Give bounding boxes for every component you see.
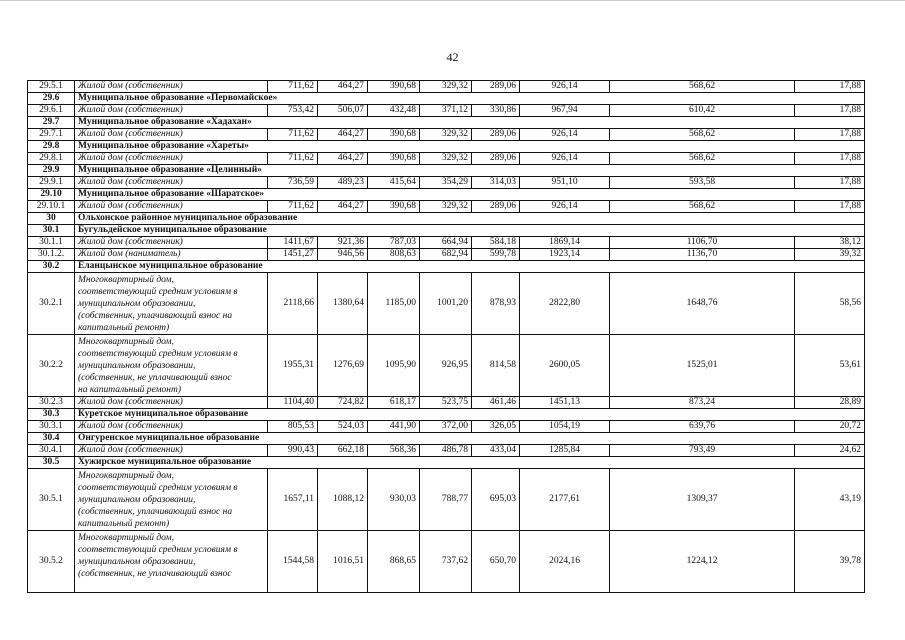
section-row — [28, 141, 865, 153]
row-description — [75, 335, 268, 397]
value-cell: 2822,80 — [520, 273, 610, 335]
section-code: 30 — [28, 213, 75, 225]
table-row — [28, 237, 865, 249]
value-cell: 967,94 — [520, 105, 610, 117]
row-code: 29.6.1 — [28, 105, 75, 117]
row-code: 29.5.1 — [28, 81, 75, 93]
value-cell: 464,27 — [318, 153, 368, 165]
value-cell: 415,64 — [368, 177, 420, 189]
section-code: 29.10 — [28, 189, 75, 201]
description-line: на капитальный ремонт) — [78, 385, 182, 395]
row-description — [75, 273, 268, 335]
description-line: (собственник, уплачивающий взнос на — [78, 311, 233, 321]
section-code: 29.9 — [28, 165, 75, 177]
value-cell: 568,62 — [610, 81, 795, 93]
value-cell: 1104,40 — [268, 397, 318, 409]
table-row — [28, 201, 865, 213]
row-description: Жилой дом (собственник) — [75, 397, 268, 409]
description-line: соответствующий средним условиям в — [78, 483, 238, 493]
value-cell: 593,58 — [610, 177, 795, 189]
value-cell: 39,78 — [795, 531, 865, 593]
section-row — [28, 433, 865, 445]
section-title: Муниципальное образование «Первомайское» — [75, 93, 865, 105]
value-cell: 1648,76 — [610, 273, 795, 335]
value-cell: 314,03 — [472, 177, 520, 189]
value-cell: 326,05 — [472, 421, 520, 433]
section-title: Муниципальное образование «Шаратское» — [75, 189, 865, 201]
section-code: 30.1 — [28, 225, 75, 237]
value-cell: 330,86 — [472, 105, 520, 117]
value-cell: 461,46 — [472, 397, 520, 409]
section-row — [28, 93, 865, 105]
section-row — [28, 225, 865, 237]
value-cell: 1657,11 — [268, 469, 318, 531]
value-cell: 289,06 — [472, 81, 520, 93]
value-cell: 788,77 — [420, 469, 472, 531]
value-cell: 921,36 — [318, 237, 368, 249]
value-cell: 464,27 — [318, 81, 368, 93]
value-cell: 878,93 — [472, 273, 520, 335]
row-description: Жилой дом (собственник) — [75, 81, 268, 93]
value-cell: 873,24 — [610, 397, 795, 409]
description-line: капитальный ремонт) — [78, 323, 170, 333]
description-line: соответствующий средним условиям в — [78, 349, 238, 359]
tariff-table — [27, 80, 865, 593]
value-cell: 506,07 — [318, 105, 368, 117]
value-cell: 372,00 — [420, 421, 472, 433]
value-cell: 1001,20 — [420, 273, 472, 335]
row-code: 29.10.1 — [28, 201, 75, 213]
row-description: Жилой дом (собственник) — [75, 237, 268, 249]
value-cell: 1285,84 — [520, 445, 610, 457]
row-code: 30.1.2. — [28, 249, 75, 261]
value-cell: 1380,64 — [318, 273, 368, 335]
value-cell: 568,62 — [610, 129, 795, 141]
section-code: 30.5 — [28, 457, 75, 469]
value-cell: 724,82 — [318, 397, 368, 409]
value-cell: 329,32 — [420, 81, 472, 93]
value-cell: 329,32 — [420, 201, 472, 213]
table-row — [28, 81, 865, 93]
value-cell: 664,94 — [420, 237, 472, 249]
value-cell: 17,88 — [795, 81, 865, 93]
value-cell: 524,03 — [318, 421, 368, 433]
table-row — [28, 335, 865, 397]
section-title: Муниципальное образование «Хареты» — [75, 141, 865, 153]
value-cell: 946,56 — [318, 249, 368, 261]
value-cell: 1224,12 — [610, 531, 795, 593]
section-title: Ольхонское районное муниципальное образование — [75, 213, 865, 225]
value-cell: 1054,19 — [520, 421, 610, 433]
section-row — [28, 165, 865, 177]
value-cell: 926,14 — [520, 153, 610, 165]
section-title: Муниципальное образование «Целинный» — [75, 165, 865, 177]
value-cell: 990,43 — [268, 445, 318, 457]
value-cell: 711,62 — [268, 153, 318, 165]
row-description — [75, 469, 268, 531]
section-row — [28, 213, 865, 225]
value-cell: 464,27 — [318, 201, 368, 213]
description-line: соответствующий средним условиям в — [78, 545, 238, 555]
row-code: 29.7.1 — [28, 129, 75, 141]
value-cell: 793,49 — [610, 445, 795, 457]
value-cell: 329,32 — [420, 153, 472, 165]
value-cell: 289,06 — [472, 153, 520, 165]
value-cell: 289,06 — [472, 201, 520, 213]
section-row — [28, 457, 865, 469]
section-title: Онгуренское муниципальное образование — [75, 433, 865, 445]
value-cell: 808,63 — [368, 249, 420, 261]
row-code: 30.2.2 — [28, 335, 75, 397]
description-line: Многоквартирный дом, — [78, 337, 174, 347]
value-cell: 2177,61 — [520, 469, 610, 531]
top-rule — [0, 0, 905, 1]
value-cell: 618,17 — [368, 397, 420, 409]
table-row — [28, 273, 865, 335]
row-code: 29.8.1 — [28, 153, 75, 165]
value-cell: 639,76 — [610, 421, 795, 433]
description-line: (собственник, уплачивающий взнос на — [78, 507, 233, 517]
table-row — [28, 105, 865, 117]
row-description: Жилой дом (собственник) — [75, 421, 268, 433]
row-description: Жилой дом (собственник) — [75, 201, 268, 213]
value-cell: 930,03 — [368, 469, 420, 531]
value-cell: 20,72 — [795, 421, 865, 433]
value-cell: 926,95 — [420, 335, 472, 397]
value-cell: 17,88 — [795, 177, 865, 189]
value-cell: 805,53 — [268, 421, 318, 433]
value-cell: 1869,14 — [520, 237, 610, 249]
value-cell: 1185,00 — [368, 273, 420, 335]
section-title: Хужирское муниципальное образование — [75, 457, 865, 469]
section-row — [28, 261, 865, 273]
value-cell: 24,62 — [795, 445, 865, 457]
value-cell: 390,68 — [368, 81, 420, 93]
value-cell: 1451,27 — [268, 249, 318, 261]
table-row — [28, 249, 865, 261]
value-cell: 17,88 — [795, 201, 865, 213]
table-row — [28, 129, 865, 141]
value-cell: 1276,69 — [318, 335, 368, 397]
table-body — [28, 81, 865, 593]
value-cell: 1544,58 — [268, 531, 318, 593]
value-cell: 2118,66 — [268, 273, 318, 335]
section-code: 30.2 — [28, 261, 75, 273]
row-code: 30.2.3 — [28, 397, 75, 409]
description-line: муниципальном образовании, — [78, 557, 196, 567]
description-line: Многоквартирный дом, — [78, 275, 174, 285]
description-line: муниципальном образовании, — [78, 299, 196, 309]
value-cell: 711,62 — [268, 201, 318, 213]
row-code: 30.5.2 — [28, 531, 75, 593]
table-row — [28, 421, 865, 433]
value-cell: 951,10 — [520, 177, 610, 189]
section-row — [28, 117, 865, 129]
table-row — [28, 177, 865, 189]
row-description: Жилой дом (собственник) — [75, 129, 268, 141]
value-cell: 568,62 — [610, 201, 795, 213]
section-title: Бугульдейское муниципальное образование — [75, 225, 865, 237]
value-cell: 1095,90 — [368, 335, 420, 397]
value-cell: 711,62 — [268, 129, 318, 141]
row-code: 29.9.1 — [28, 177, 75, 189]
row-description: Жилой дом (собственник) — [75, 105, 268, 117]
value-cell: 28,89 — [795, 397, 865, 409]
value-cell: 926,14 — [520, 201, 610, 213]
value-cell: 354,29 — [420, 177, 472, 189]
value-cell: 441,90 — [368, 421, 420, 433]
section-code: 29.8 — [28, 141, 75, 153]
value-cell: 1136,70 — [610, 249, 795, 261]
description-line: муниципальном образовании, — [78, 361, 196, 371]
value-cell: 1525,01 — [610, 335, 795, 397]
table-row — [28, 445, 865, 457]
row-description — [75, 531, 268, 593]
value-cell: 390,68 — [368, 129, 420, 141]
value-cell: 2024,16 — [520, 531, 610, 593]
row-code: 30.1.1 — [28, 237, 75, 249]
section-code: 30.3 — [28, 409, 75, 421]
value-cell: 868,65 — [368, 531, 420, 593]
value-cell: 568,62 — [610, 153, 795, 165]
description-line: Многоквартирный дом, — [78, 533, 174, 543]
table-row — [28, 531, 865, 593]
value-cell: 1955,31 — [268, 335, 318, 397]
value-cell: 1451,13 — [520, 397, 610, 409]
value-cell: 584,18 — [472, 237, 520, 249]
value-cell: 1923,14 — [520, 249, 610, 261]
description-line: (собственник, не уплачивающий взнос — [78, 569, 232, 579]
value-cell: 926,14 — [520, 81, 610, 93]
section-row — [28, 409, 865, 421]
row-code: 30.2.1 — [28, 273, 75, 335]
value-cell: 568,36 — [368, 445, 420, 457]
description-line: Многоквартирный дом, — [78, 471, 174, 481]
value-cell: 711,62 — [268, 81, 318, 93]
value-cell: 43,19 — [795, 469, 865, 531]
value-cell: 58,56 — [795, 273, 865, 335]
value-cell: 2600,05 — [520, 335, 610, 397]
value-cell: 1106,70 — [610, 237, 795, 249]
row-description: Жилой дом (собственник) — [75, 153, 268, 165]
value-cell: 39,32 — [795, 249, 865, 261]
value-cell: 53,61 — [795, 335, 865, 397]
value-cell: 926,14 — [520, 129, 610, 141]
value-cell: 38,12 — [795, 237, 865, 249]
value-cell: 737,62 — [420, 531, 472, 593]
value-cell: 433,04 — [472, 445, 520, 457]
value-cell: 736,59 — [268, 177, 318, 189]
table-row — [28, 469, 865, 531]
value-cell: 610,42 — [610, 105, 795, 117]
value-cell: 371,12 — [420, 105, 472, 117]
value-cell: 1309,37 — [610, 469, 795, 531]
value-cell: 787,03 — [368, 237, 420, 249]
row-description: Жилой дом (собственник) — [75, 177, 268, 189]
value-cell: 695,03 — [472, 469, 520, 531]
description-line: (собственник, не уплачивающий взнос — [78, 373, 232, 383]
value-cell: 1088,12 — [318, 469, 368, 531]
table-row — [28, 153, 865, 165]
value-cell: 289,06 — [472, 129, 520, 141]
row-code: 30.3.1 — [28, 421, 75, 433]
description-line: капитальный ремонт) — [78, 519, 170, 529]
value-cell: 753,42 — [268, 105, 318, 117]
value-cell: 432,48 — [368, 105, 420, 117]
value-cell: 486,78 — [420, 445, 472, 457]
value-cell: 814,58 — [472, 335, 520, 397]
value-cell: 662,18 — [318, 445, 368, 457]
value-cell: 390,68 — [368, 153, 420, 165]
value-cell: 1016,51 — [318, 531, 368, 593]
row-description: Жилой дом (наниматель) — [75, 249, 268, 261]
section-title: Куретское муниципальное образование — [75, 409, 865, 421]
row-code: 30.5.1 — [28, 469, 75, 531]
value-cell: 390,68 — [368, 201, 420, 213]
section-code: 30.4 — [28, 433, 75, 445]
value-cell: 17,88 — [795, 105, 865, 117]
value-cell: 599,78 — [472, 249, 520, 261]
value-cell: 523,75 — [420, 397, 472, 409]
value-cell: 17,88 — [795, 153, 865, 165]
section-title: Муниципальное образование «Хадахан» — [75, 117, 865, 129]
section-code: 29.6 — [28, 93, 75, 105]
value-cell: 464,27 — [318, 129, 368, 141]
value-cell: 650,70 — [472, 531, 520, 593]
section-code: 29.7 — [28, 117, 75, 129]
description-line: соответствующий средним условиям в — [78, 287, 238, 297]
value-cell: 682,94 — [420, 249, 472, 261]
value-cell: 489,23 — [318, 177, 368, 189]
value-cell: 17,88 — [795, 129, 865, 141]
description-line: муниципальном образовании, — [78, 495, 196, 505]
value-cell: 1411,67 — [268, 237, 318, 249]
value-cell: 329,32 — [420, 129, 472, 141]
row-code: 30.4.1 — [28, 445, 75, 457]
section-title: Еланцынское муниципальное образование — [75, 261, 865, 273]
section-row — [28, 189, 865, 201]
page-number: 42 — [446, 50, 459, 64]
row-description: Жилой дом (собственник) — [75, 445, 268, 457]
table-row — [28, 397, 865, 409]
